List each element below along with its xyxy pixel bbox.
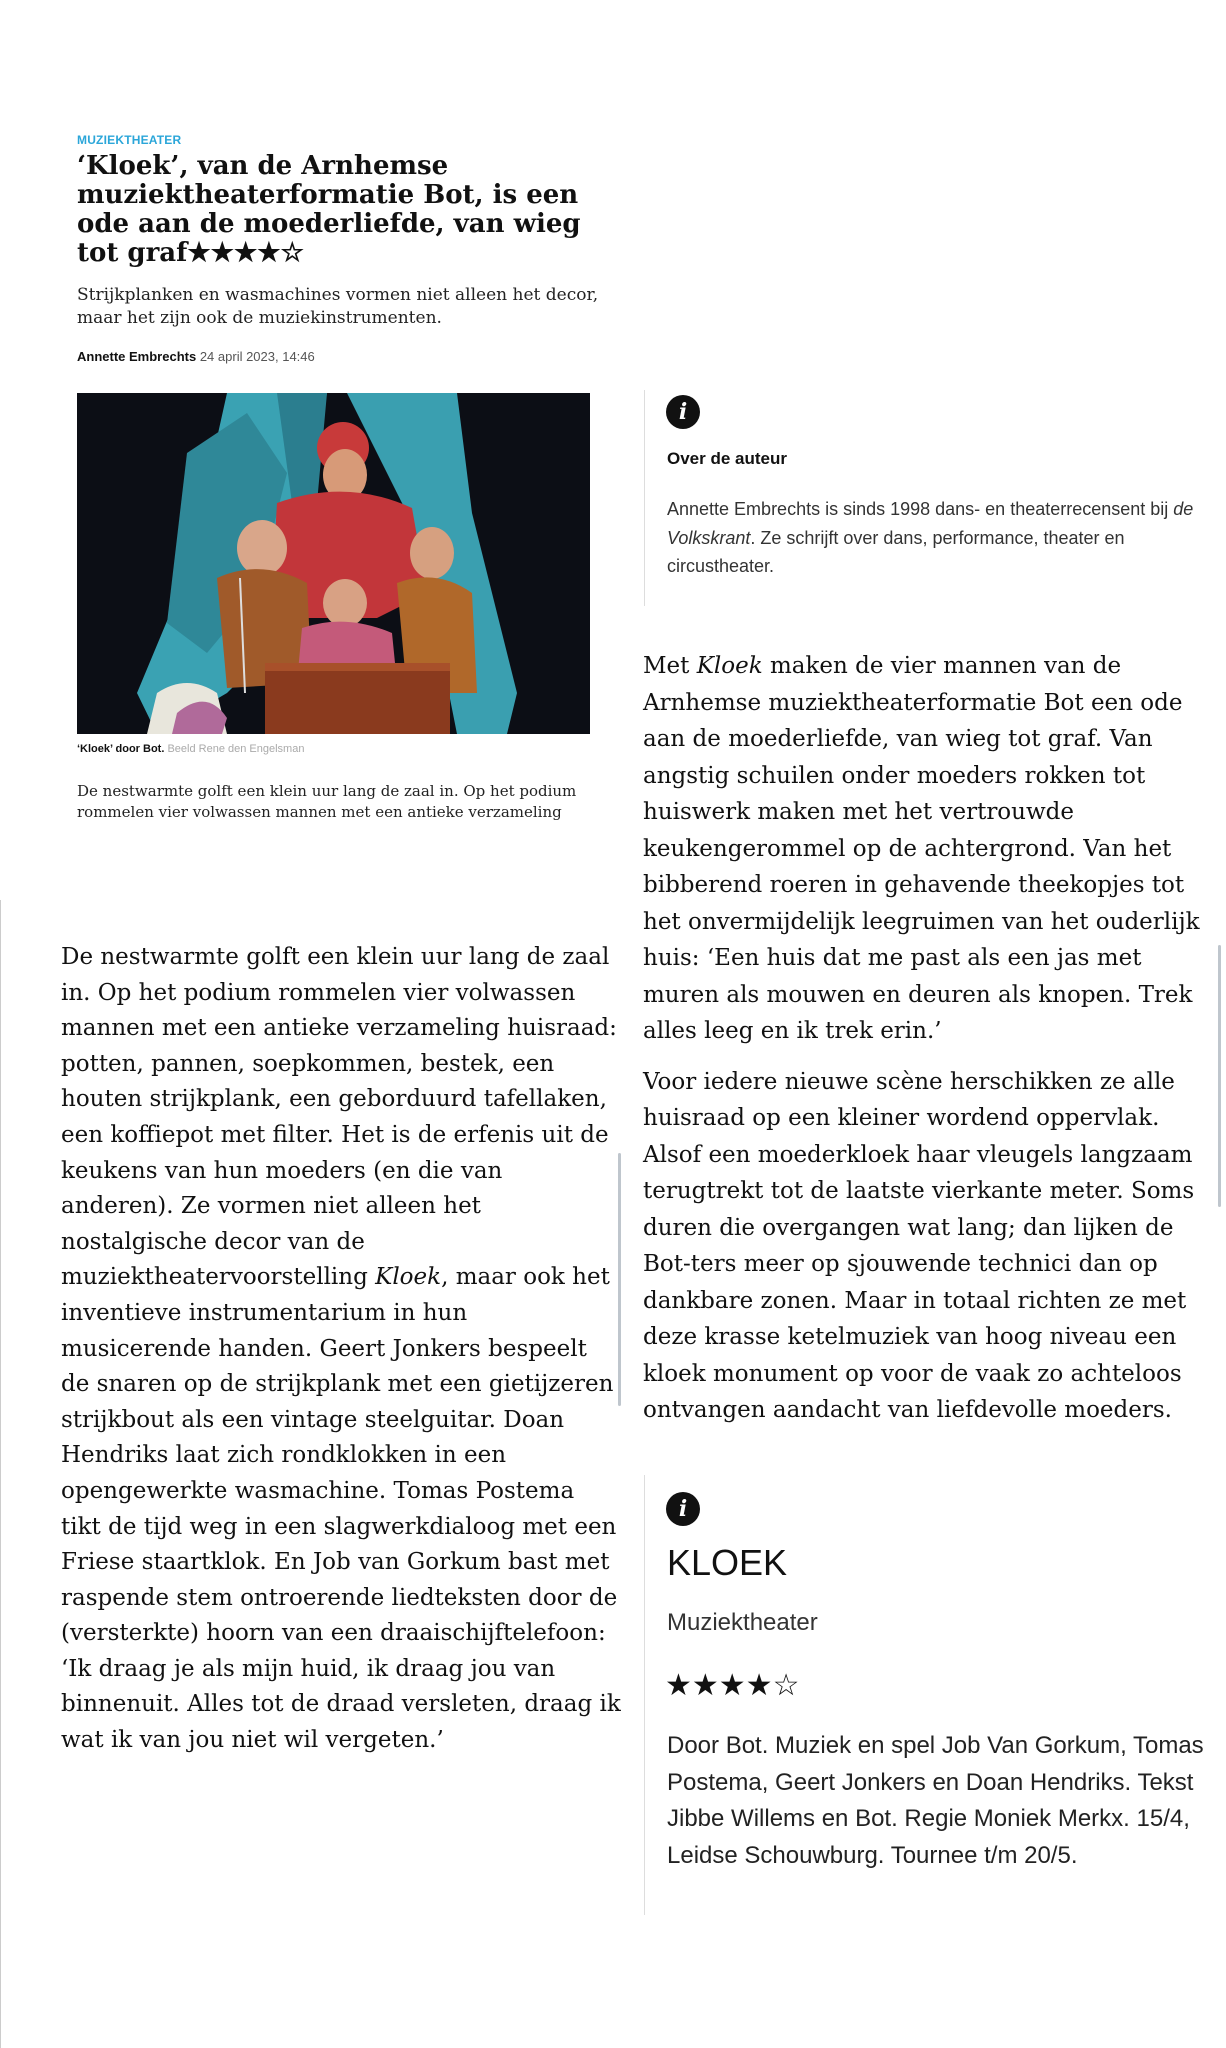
byline: [77, 349, 315, 364]
article-headline: [77, 152, 597, 268]
author-name[interactable]: Annette Embrechts: [77, 349, 197, 364]
caption-credit: Beeld Rene den Engelsman: [167, 743, 305, 755]
body-paragraph: [643, 648, 1213, 1050]
section-kicker[interactable]: MUZIEKTHEATER: [77, 133, 182, 147]
article-lede: Strijkplanken en wasmachines vormen niet alleen het decor, maar het zijn ook de muziekinstrumenten.: [77, 285, 599, 328]
body-text: maken de vier mannen van de Arnhemse muziektheaterformatie Bot een ode aan de moederliefde, van wieg tot graf. Van angstig schuilen onder moeders rokken tot huiswerk maken met het vertrouwde keukengerommel op de achtergrond. Van het bibberend roeren in gehavende theekopjes tot het onvermijdelijk leegruimen van het ouderlijk huis: ‘Een huis dat me past als een jas met muren als mouwen en deuren als knopen. Trek alles leeg en ik trek erin.’: [643, 653, 1200, 1044]
body-paragraph: Voor iedere nieuwe scène herschikken ze alle huisraad op een kleiner wordend oppervlak. Alsof een moederkloek haar vleugels langzaam terugtrekt tot de laatste vierkante meter. Soms duren die overgangen wat lang; dan lijken de Bot-ters meer op sjouwende technici dan op dankbare zonen. Maar in totaal richten ze met deze krasse ketelmuziek van hoog niveau een kloek monument op voor de vaak zo achteloos ontvangen aandacht van liefdevolle moeders.: [643, 1068, 1195, 1423]
photo-caption: [77, 743, 304, 755]
review-star-rating: ★★★★☆: [665, 1668, 800, 1703]
about-text-start: Annette Embrechts is sinds 1998 dans- en theaterrecensent bij: [667, 499, 1174, 519]
body-text: Met: [643, 653, 697, 679]
info-icon: i: [666, 1492, 700, 1526]
review-title: KLOEK: [667, 1542, 788, 1583]
publish-date: 24 april 2023, 14:46: [199, 349, 315, 364]
caption-title: ‘Kloek’ door Bot.: [77, 743, 165, 755]
stage-photo-illustration: [77, 393, 590, 734]
headline-text: ‘Kloek’, van de Arnhemse muziektheaterformatie Bot, is een ode aan de moederliefde, van wieg tot graf: [77, 151, 581, 268]
article-body-left: [61, 940, 621, 1759]
review-genre: Muziektheater: [667, 1609, 818, 1636]
body-emphasis: Kloek: [375, 1264, 442, 1291]
article-body-right: [643, 648, 1213, 1443]
headline-stars: ★★★★☆: [187, 238, 304, 268]
article-teaser: De nestwarmte golft een klein uur lang de zaal in. Op het podium rommelen vier volwassen mannen met een antieke verzameling: [77, 782, 577, 821]
about-author-text: [667, 495, 1207, 581]
body-text: De nestwarmte golft een klein uur lang de zaal in. Op het podium rommelen vier volwassen mannen met een antieke verzameling huisraad: potten, pannen, soepkommen, bestek, een houten strijkplank, een geborduurd tafellaken, een koffiepot met filter. Het is de erfenis uit de keukens van hun moeders (en die van anderen). Ze vormen niet alleen het nostalgische decor van de muziektheatervoorstelling: [61, 944, 617, 1291]
scrollbar-left-column[interactable]: [618, 1153, 621, 1406]
scrollbar-right-column[interactable]: [1218, 945, 1221, 1207]
page-edge-line: [0, 900, 1, 2048]
about-text-end: . Ze schrijft over dans, performance, theater en circustheater.: [667, 527, 1125, 576]
about-author-title: Over de auteur: [667, 449, 787, 468]
info-icon: i: [666, 395, 700, 429]
body-emphasis: Kloek: [696, 653, 763, 679]
about-text-publication: de Volkskrant: [667, 499, 1194, 548]
review-credits: Door Bot. Muziek en spel Job Van Gorkum, Tomas Postema, Geert Jonkers en Doan Hendriks. Tekst Jibbe Willems en Bot. Regie Moniek Merkx. 15/4, Leidse Schouwburg. Tournee t/m 20/5.: [667, 1732, 1204, 1869]
body-text: , maar ook het inventieve instrumentarium in hun musicerende handen. Geert Jonkers bespeelt de snaren op de strijkplank met een gietijzeren strijkbout als een vintage steelguitar. Doan Hendriks laat zich rondklokken in een opengewerkte wasmachine. Tomas Postema tikt de tijd weg in een slagwerkdialoog met een Friese staartklok. En Job van Gorkum bast met raspende stem ontroerende liedteksten door de (versterkte) hoorn van een draaischijftelefoon: ‘Ik draag je als mijn huid, ik draag jou van binnenuit. Alles tot de draad versleten, draag ik wat ik van jou niet wil vergeten.’: [61, 1264, 621, 1754]
article-photo[interactable]: [77, 393, 590, 734]
